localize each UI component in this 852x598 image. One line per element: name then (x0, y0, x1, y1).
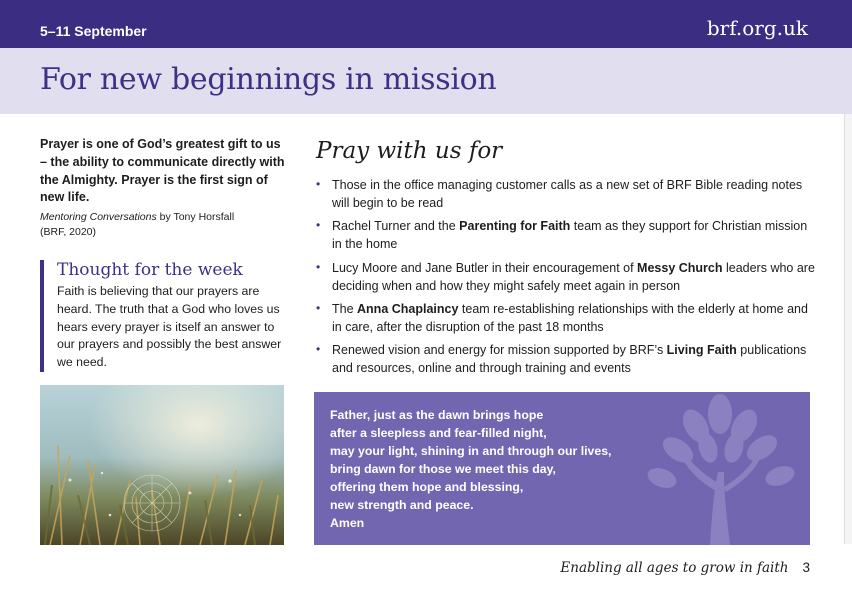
intro-quote: Prayer is one of God’s greatest gift to us – the ability to communicate directly with the Almighty. Prayer is the first sign of new life. (40, 137, 285, 205)
list-item (316, 217, 816, 253)
bullet-icon: • (316, 177, 321, 191)
item-text: Those in the office managing customer calls as a new set of BRF Bible reading notes will begin to be read (332, 178, 803, 211)
list-item (316, 259, 816, 295)
page-title: For new beginnings in mission (40, 62, 497, 97)
item-bold: Anna Chaplaincy (357, 301, 459, 316)
item-text: Renewed vision and energy for mission supported by BRF’s (332, 343, 667, 357)
item-text: The (332, 301, 358, 316)
item-bold: Parenting for Faith (459, 219, 571, 234)
prayer-line: Father, just as the dawn brings hope (330, 408, 544, 422)
list-item (316, 341, 816, 377)
website-link[interactable]: brf.org.uk (706, 16, 808, 40)
item-bold: Living Faith (666, 343, 737, 357)
book-publisher: (BRF, 2020) (40, 226, 97, 239)
book-author: by Tony Horsfall (156, 211, 235, 223)
prayer-box (314, 392, 810, 545)
photo-illustration (40, 385, 284, 545)
thought-text: Faith is believing that our prayers are heard. The truth that a God who loves us hears every prayer is itself an answer to our prayers and possibly the best answer we need. (57, 284, 282, 370)
item-text-after: team re-establishing relationships with the elderly at home and in care, after the disruption of the past 18 months (332, 301, 808, 334)
item-text: Rachel Turner and the (332, 219, 460, 234)
bullet-icon: • (316, 218, 321, 233)
prayer-text (330, 406, 611, 532)
list-item (316, 300, 816, 336)
item-text-after: publications and resources, online and through training and events (332, 343, 807, 376)
header-bar (0, 0, 852, 48)
bullet-icon: • (316, 259, 321, 274)
quote-source (40, 210, 290, 240)
tree-icon (620, 392, 810, 545)
thought-for-week (40, 260, 290, 372)
item-bold: Messy Church (637, 260, 723, 275)
page-number: 3 (802, 560, 810, 575)
prayer-line: new strength and peace. (330, 498, 474, 513)
page-edge (844, 114, 852, 544)
prayer-line: bring dawn for those we meet this day, (330, 462, 556, 477)
thought-heading: Thought for the week (57, 260, 243, 280)
title-band (0, 48, 852, 114)
bullet-icon: • (316, 342, 321, 356)
grass-dew-photo (40, 385, 284, 545)
date-range: 5–11 September (40, 23, 147, 39)
item-text-after: leaders who are deciding when and how they might safely meet again in person (332, 260, 815, 293)
bullet-icon: • (316, 300, 321, 315)
footer-tagline: Enabling all ages to grow in faith (560, 560, 789, 576)
pray-heading: Pray with us for (316, 138, 503, 164)
book-title: Mentoring Conversations (40, 211, 157, 223)
prayer-line: after a sleepless and fear-filled night, (330, 426, 547, 441)
footer (560, 560, 810, 576)
prayer-line: Amen (330, 516, 365, 531)
list-item (316, 176, 816, 212)
item-text: Lucy Moore and Jane Butler in their encouragement of (332, 260, 638, 275)
prayer-list (316, 176, 816, 382)
item-text-after: team as they support for Christian mission in the home (332, 219, 808, 252)
prayer-line: may your light, shining in and through our lives, (330, 444, 612, 459)
prayer-line: offering them hope and blessing, (330, 480, 524, 495)
